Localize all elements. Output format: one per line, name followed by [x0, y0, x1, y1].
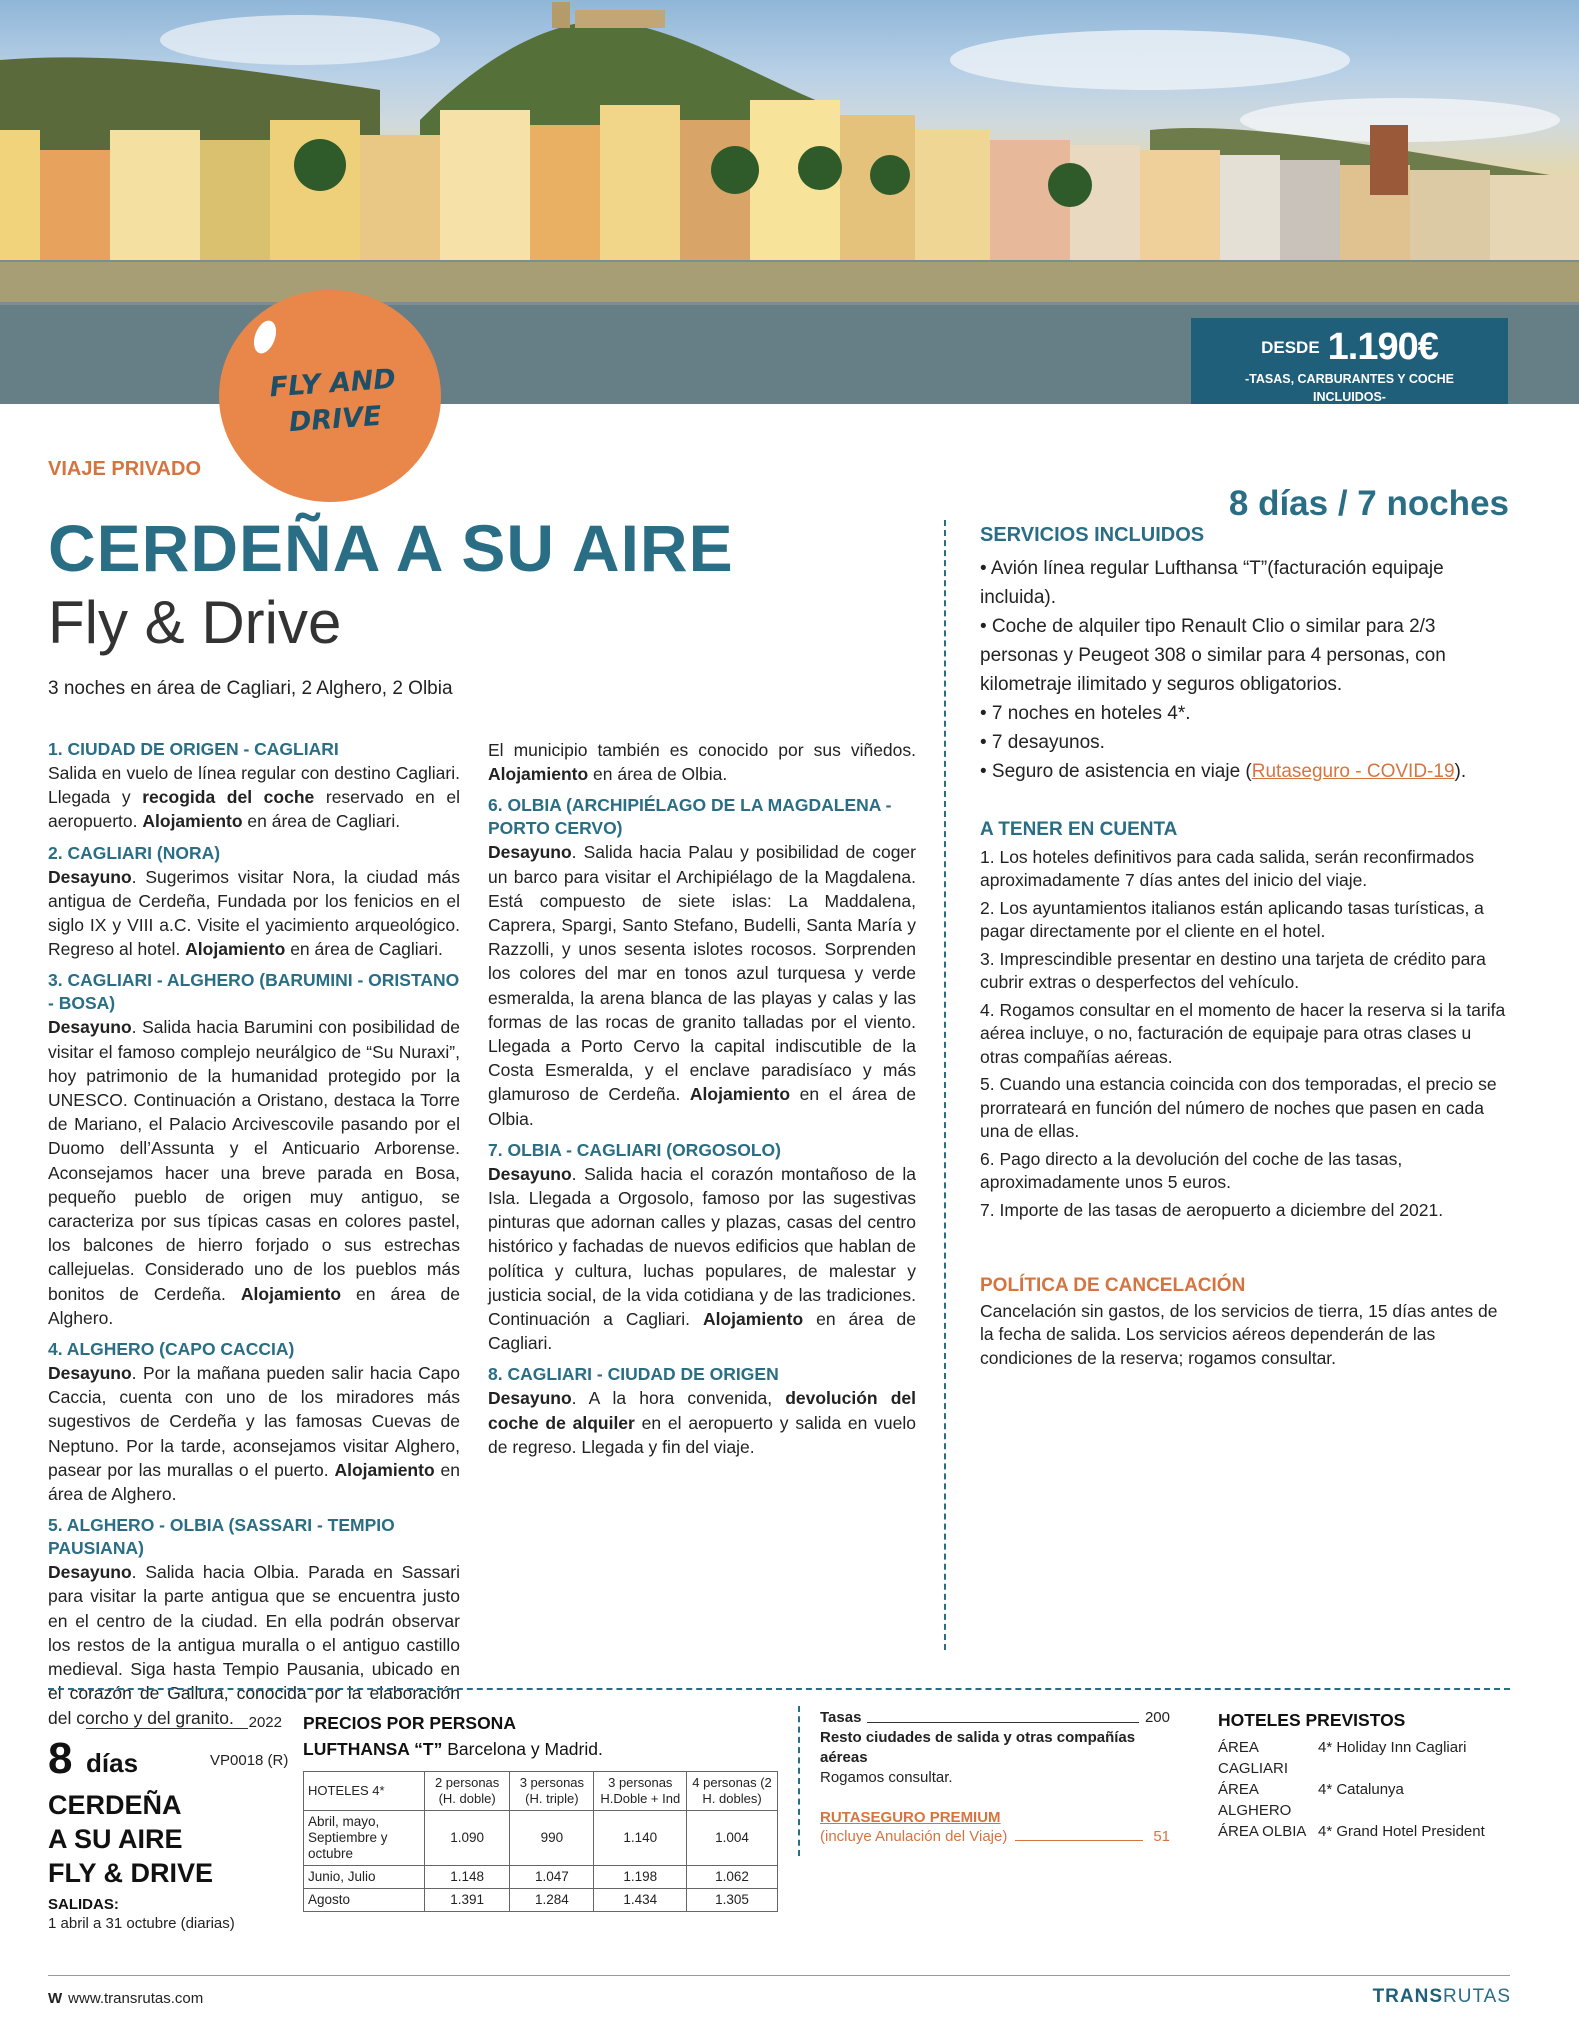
price-table-header — [304, 1772, 778, 1811]
note-item: 7. Importe de las tasas de aeropuerto a diciembre del 2021. — [980, 1199, 1444, 1220]
badge-line-1: FLY AND — [268, 363, 397, 404]
footer-rule — [48, 1975, 1510, 1976]
page-letter: W — [48, 1990, 63, 2007]
services-insurance — [980, 757, 1510, 786]
itinerary-day-title: 4. ALGHERO (CAPO CACCIA) — [48, 1339, 295, 1360]
kicker: VIAJE PRIVADO — [48, 458, 201, 480]
insurance-suffix: ). — [1454, 761, 1467, 782]
footer-url — [48, 1990, 203, 2007]
price-note-1: -TASAS, CARBURANTES Y COCHE — [1244, 372, 1455, 386]
logo-part-b: RUTAS — [1443, 1986, 1511, 2007]
services-list — [980, 554, 1510, 757]
services-title: SERVICIOS INCLUIDOS — [980, 524, 1205, 546]
departures-value: 1 abril a 31 octubre (diarias) — [48, 1915, 235, 1932]
price-table-cell: 1.148 — [424, 1866, 509, 1889]
column-divider — [944, 520, 946, 1650]
page-subtitle: Fly & Drive — [48, 589, 342, 656]
website-link[interactable]: www.transrutas.com — [68, 1990, 204, 2007]
trip-name-line-3: FLY & DRIVE — [48, 1858, 214, 1888]
hotel-row — [1218, 1737, 1518, 1779]
hotel-row — [1218, 1779, 1518, 1821]
page-title: CERDEÑA A SU AIRE — [48, 511, 734, 585]
prices-airline-line — [303, 1736, 603, 1762]
itinerary-day-text: Desayuno. Salida hacia Palau y posibilidad de coger un barco para visitar el Archipiélago de la Magdalena. Está compuesto de siete islas: La Maddalena, Caprera, Spargi, Santo Stefano, Budelli, Santa María y Razzolli, y unos sesenta islotes rocosos. Sorprenden los colores del mar en tonos azul turquesa y verde esmeralda, la arena blanca de las playas y calas y las formas de las rocas de granito talladas por el viento. Llegada a Porto Cervo la capital indiscutible de la Costa Esmeralda, y el enclave paradisíaco y más glamuroso de Cerdeña. Alojamiento en el área de Olbia. — [488, 842, 916, 1129]
price-table-cell: 1.284 — [510, 1889, 594, 1912]
rutaseguro-title[interactable]: RUTASEGURO PREMIUM — [820, 1809, 1001, 1826]
cancellation-text: Cancelación sin gastos, de los servicios de tierra, 15 días antes de la fecha de salida. Los servicios aéreos dependerán de las condiciones de la reserva; rogamos consultar. — [980, 1300, 1498, 1368]
price-table — [303, 1771, 778, 1912]
rutaseguro-note: (incluye Anulación del Viaje) — [820, 1828, 1008, 1845]
services-section — [980, 520, 1510, 786]
itinerary-continuation: El municipio también es conocido por sus viñedos. Alojamiento en área de Olbia. — [488, 740, 916, 785]
trip-days-number: 8 — [48, 1734, 73, 1783]
rutaseguro-row — [820, 1827, 1170, 1846]
note-item: 2. Los ayuntamientos italianos están aplicando tasas turísticas, a pagar directamente por el cliente en el hotel. — [980, 897, 1484, 941]
hotels-section — [1218, 1710, 1518, 1842]
price-box — [1191, 318, 1508, 404]
badge-line-2: DRIVE — [287, 400, 383, 439]
prices-title: PRECIOS POR PERSONA — [303, 1713, 516, 1733]
itinerary-day-text: Desayuno. Salida hacia Olbia. Parada en Sassari para visitar la parte antigua que se encuentra justo en el centro de la ciudad. En ella podrán observar los restos de la antigua muralla o el antiguo castillo medieval. Siga hasta Tempio Pausania, ubicado en el corazón de Gallura, conocida por la elaboración del corcho y del granito. — [48, 1562, 460, 1728]
tasas-label: Tasas — [820, 1709, 862, 1726]
logo-part-a: TRANS — [1372, 1986, 1444, 2007]
section-divider — [48, 1688, 1510, 1690]
price-table-cell: 1.434 — [594, 1889, 687, 1912]
price-table-cell: 1.305 — [687, 1889, 778, 1912]
price-table-cell: 1.047 — [510, 1866, 594, 1889]
notes-list — [980, 846, 1510, 1223]
trip-year: 2022 — [248, 1714, 282, 1731]
price-table-cell: 1.140 — [594, 1811, 687, 1866]
hotel-name: 4* Grand Hotel President — [1318, 1823, 1485, 1840]
hotels-title: HOTELES PREVISTOS — [1218, 1710, 1406, 1730]
badge-text — [242, 360, 427, 444]
price-table-header-cell: 4 personas (2 H. dobles) — [687, 1772, 778, 1811]
trip-name — [48, 1788, 213, 1890]
other-cities-note: Rogamos consultar. — [820, 1769, 953, 1786]
price-table-cell: 1.004 — [687, 1811, 778, 1866]
prices-airline-detail: Barcelona y Madrid. — [447, 1739, 603, 1759]
trip-days-word: días — [86, 1748, 139, 1778]
price-table-cell: 990 — [510, 1811, 594, 1866]
itinerary-day-text: Desayuno. Por la mañana pueden salir hacia Capo Caccia, cuenta con uno de los miradores más sugestivos de Cerdeña y las famosas Cuevas de Neptuno. Por la tarde, aconsejamos visitar Alghero, pasear por las murallas o el puerto. Alojamiento en área de Alghero. — [48, 1363, 461, 1505]
price-table-cell: 1.062 — [687, 1866, 778, 1889]
price-prefix: DESDE — [1261, 338, 1320, 357]
note-item: 5. Cuando una estancia coincida con dos temporadas, el precio se prorrateará en función del número de noches que pasen en cada una de ellas. — [980, 1074, 1497, 1141]
itinerary-day-title: 8. CAGLIARI - CIUDAD DE ORIGEN — [488, 1364, 779, 1385]
itinerary-day-title: 3. CAGLIARI - ALGHERO (BARUMINI - ORISTANO - BOSA) — [48, 970, 460, 1014]
tasas-value: 200 — [1144, 1709, 1170, 1726]
hotel-area: ÁREA ALGHERO — [1218, 1781, 1292, 1819]
leader-line — [867, 1722, 1139, 1723]
note-item: 1. Los hoteles definitivos para cada salida, serán reconfirmados aproximadamente 7 días antes del inicio del viaje. — [980, 846, 1475, 890]
itinerary-day-text: Desayuno. Salida hacia Barumini con posibilidad de visitar el famoso complejo neurálgico de “Su Nuraxi”, hoy patrimonio de la humanidad protegido por la UNESCO. Continuación a Oristano, destaca la Torre de Mariano, el Palacio Arcivescovile pasando por el Duomo dell’Assunta y el Anticuario Arborense. Aconsejamos hacer una breve parada en Bosa, pequeño pueblo de origen muy antiguo, se caracteriza por sus típicas casas en colores pastel, los balcones de hierro forjado o sus estrechas callejuelas. Considerado uno de los pueblos más bonitos de Cerdeña. Alojamiento en área de Alghero. — [48, 1017, 460, 1328]
itinerary-day-title: 6. OLBIA (ARCHIPIÉLAGO DE LA MAGDALENA - PORTO CERVO) — [488, 795, 892, 839]
price-table-row — [304, 1866, 778, 1889]
itinerary-day-text: Desayuno. A la hora convenida, devolución del coche de alquiler en el aeropuerto y salida en vuelo de regreso. Llegada y fin del viaje. — [488, 1388, 916, 1457]
price-table-header-cell: HOTELES 4* — [304, 1772, 425, 1811]
price-table-row — [304, 1811, 778, 1866]
trip-name-line-2: A SU AIRE — [48, 1824, 183, 1854]
prices-heading — [303, 1710, 603, 1762]
price-table-cell: Abril, mayo, Septiembre y octubre — [304, 1811, 425, 1866]
prices-airline: LUFTHANSA “T” — [303, 1739, 443, 1759]
price-table-cell: 1.090 — [424, 1811, 509, 1866]
fees-section — [820, 1708, 1170, 1788]
notes-section — [980, 818, 1510, 1226]
itinerary-day-title: 2. CAGLIARI (NORA) — [48, 842, 221, 863]
insurance-link[interactable]: Rutaseguro - COVID-19 — [1251, 761, 1455, 782]
hotels-list — [1218, 1737, 1518, 1842]
price-table-body — [304, 1811, 778, 1912]
itinerary-day-text: Salida en vuelo de línea regular con destino Cagliari. Llegada y recogida del coche reservado en el aeropuerto. Alojamiento en área de Cagliari. — [48, 763, 460, 832]
note-item: 4. Rogamos consultar en el momento de hacer la reserva si la tarifa aérea incluye, o no, facturación de equipaje para otras clases u otras compañías aéreas. — [980, 999, 1506, 1067]
trip-name-line-1: CERDEÑA — [48, 1790, 182, 1820]
trip-code: VP0018 (R) — [210, 1752, 289, 1769]
departures-label: SALIDAS: — [48, 1896, 119, 1913]
itinerary-day-text: Desayuno. Sugerimos visitar Nora, la ciudad más antigua de Cerdeña, Fundada por los fenicios en el siglo IX y VIII a.C. Visite el yacimiento arqueológico. Regreso al hotel. Alojamiento en área de Cagliari. — [48, 866, 460, 960]
rutaseguro-section — [820, 1808, 1170, 1846]
note-item: 6. Pago directo a la devolución del coche de las tasas, aproximadamente unos 5 euros. — [980, 1148, 1403, 1192]
trip-duration: 8 días / 7 noches — [1228, 484, 1509, 523]
trip-summary: 3 noches en área de Cagliari, 2 Alghero, 2 Olbia — [48, 678, 453, 699]
price-table-cell: Agosto — [304, 1889, 425, 1912]
hotel-name: 4* Catalunya — [1318, 1781, 1404, 1798]
cancellation-section — [980, 1274, 1510, 1370]
other-cities: Resto ciudades de salida y otras compañías aéreas — [820, 1729, 1136, 1766]
price-table-header-cell: 3 personas H.Doble + Ind — [594, 1772, 687, 1811]
itinerary-middle-column — [488, 738, 916, 1467]
cancellation-title: POLÍTICA DE CANCELACIÓN — [980, 1275, 1246, 1296]
service-item: • 7 desayunos. — [980, 732, 1105, 753]
leader-line — [1015, 1840, 1143, 1841]
price-table-cell: 1.198 — [594, 1866, 687, 1889]
service-item: • Avión línea regular Lufthansa “T”(facturación equipaje incluida). — [980, 558, 1444, 608]
price-note-2: INCLUIDOS- — [1313, 390, 1386, 404]
notes-title: A TENER EN CUENTA — [980, 819, 1178, 840]
service-item: • Coche de alquiler tipo Renault Clio o similar para 2/3 personas y Peugeot 308 o similar para 4 personas, con kilometraje ilimitado y seguros obligatorios. — [980, 616, 1446, 695]
price-amount: 1.190€ — [1327, 326, 1438, 368]
itinerary-day-text: Desayuno. Salida hacia el corazón montañoso de la Isla. Llegada a Orgosolo, famoso por las sugestivas pinturas que adornan calles y plazas, casas del centro histórico y fachadas de nuevos edificios que hablan de política y cultura, luchas populares, de malestar y justicia social, de la vida cotidiana y de las tradiciones. Continuación a Cagliari. Alojamiento en área de Cagliari. — [488, 1163, 916, 1354]
itinerary-left-column — [48, 738, 460, 1738]
bottom-divider — [798, 1706, 800, 1856]
year-rule — [86, 1728, 248, 1729]
rutaseguro-value: 51 — [1153, 1828, 1170, 1845]
hotel-area: ÁREA CAGLIARI — [1218, 1739, 1289, 1777]
price-table-cell: Junio, Julio — [304, 1866, 425, 1889]
itinerary-day-title: 5. ALGHERO - OLBIA (SASSARI - TEMPIO PAUSIANA) — [48, 1515, 395, 1559]
itinerary-day-title: 1. CIUDAD DE ORIGEN - CAGLIARI — [48, 739, 339, 759]
service-item: • 7 noches en hoteles 4*. — [980, 703, 1191, 724]
note-item: 3. Imprescindible presentar en destino una tarjeta de crédito para cubrir extras o desperfectos del vehículo. — [980, 948, 1486, 992]
tasas-row — [820, 1708, 1170, 1728]
transrutas-logo — [1373, 1986, 1511, 2008]
price-table-row — [304, 1889, 778, 1912]
hotel-name: 4* Holiday Inn Cagliari — [1318, 1739, 1467, 1756]
itinerary-day-title: 7. OLBIA - CAGLIARI (ORGOSOLO) — [488, 1139, 781, 1160]
price-table-header-cell: 3 personas (H. triple) — [510, 1772, 594, 1811]
insurance-prefix: • Seguro de asistencia en viaje ( — [980, 761, 1252, 782]
hotel-row — [1218, 1821, 1518, 1842]
hotel-area: ÁREA OLBIA — [1218, 1823, 1307, 1840]
price-table-header-cell: 2 personas (H. doble) — [424, 1772, 509, 1811]
price-table-cell: 1.391 — [424, 1889, 509, 1912]
